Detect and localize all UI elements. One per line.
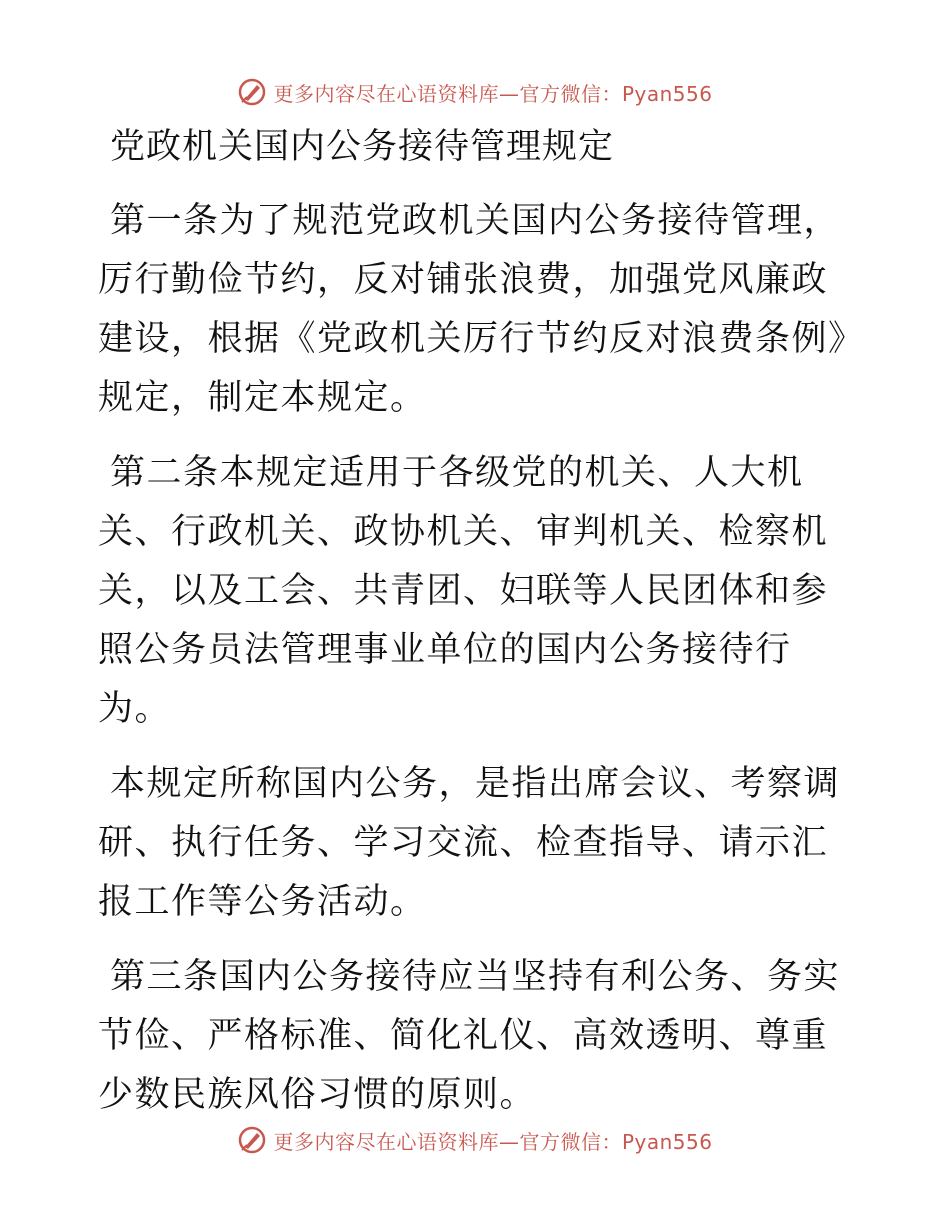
footer-watermark [0, 1120, 950, 1160]
pen-seal-logo-icon [237, 1125, 267, 1155]
pen-seal-logo-icon [237, 77, 267, 107]
document-title: 党政机关国内公务接待管理规定 [110, 127, 615, 167]
footer-watermark-text: 更多内容尽在心语资料库—官方微信：Pyan556 [273, 1129, 713, 1154]
paragraph-article-2: 第二条本规定适用于各级党的机关、人大机关、行政机关、政协机关、审判机关、检察机关，以及工会、共青团、妇联等人民团体和参照公务员法管理事业单位的国内公务接待行为。 [98, 453, 829, 729]
paragraph-definition: 本规定所称国内公务，是指出席会议、考察调研、执行任务、学习交流、检查指导、请示汇报工作等公务活动。 [98, 764, 841, 922]
document-body [98, 122, 858, 1141]
header-watermark [0, 72, 950, 112]
header-watermark-text: 更多内容尽在心语资料库—官方微信：Pyan556 [273, 81, 713, 106]
paragraph-article-1: 第一条为了规范党政机关国内公务接待管理，厉行勤俭节约，反对铺张浪费，加强党风廉政建设，根据《党政机关厉行节约反对浪费条例》规定，制定本规定。 [98, 201, 848, 418]
paragraph-article-3: 第三条国内公务接待应当坚持有利公务、务实节俭、严格标准、简化礼仪、高效透明、尊重少数民族风俗习惯的原则。 [98, 957, 841, 1115]
